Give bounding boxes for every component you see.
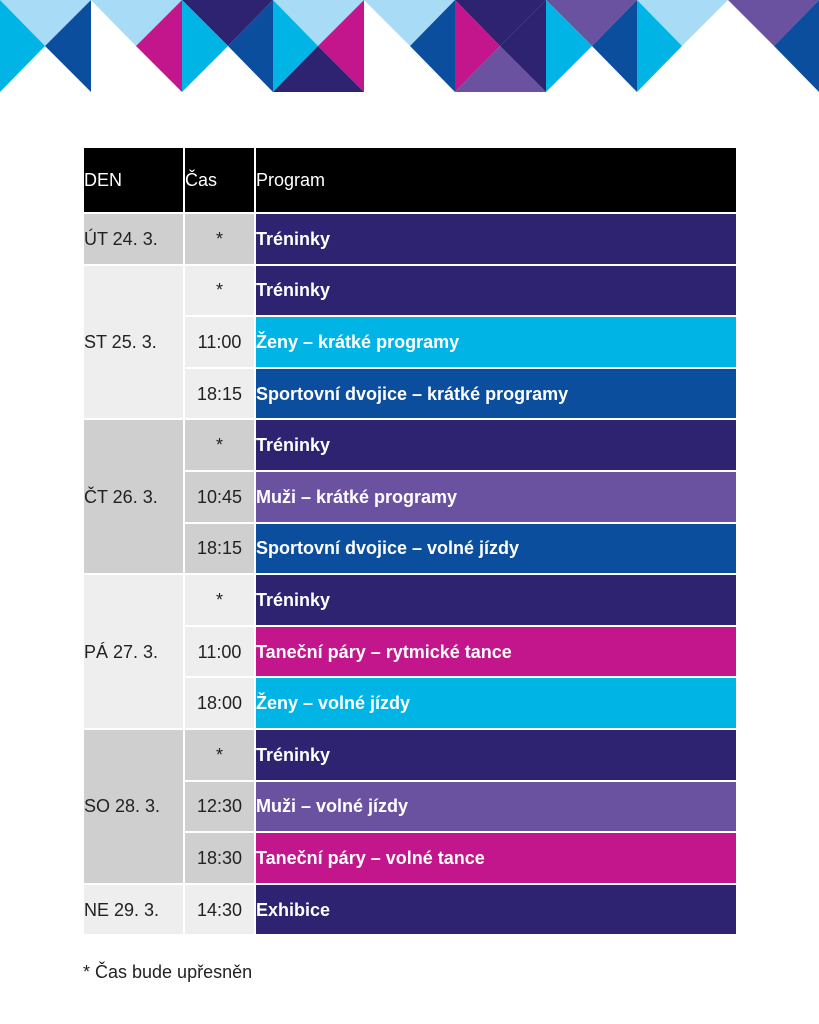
day-cell: NE 29. 3. — [84, 885, 183, 935]
program-cell: Ženy – volné jízdy — [256, 678, 736, 728]
table-row — [84, 214, 736, 264]
table-row — [84, 885, 736, 935]
table-row — [84, 266, 736, 316]
time-cell: * — [185, 266, 254, 316]
program-cell: Sportovní dvojice – krátké programy — [256, 369, 736, 419]
program-cell: Tréninky — [256, 214, 736, 264]
time-cell: 18:15 — [185, 524, 254, 574]
table-header-row — [84, 148, 736, 212]
time-cell: 18:00 — [185, 678, 254, 728]
program-cell: Muži – volné jízdy — [256, 782, 736, 832]
header-time: Čas — [185, 148, 254, 212]
schedule-body — [84, 214, 736, 934]
day-cell: ST 25. 3. — [84, 266, 183, 419]
time-cell: 14:30 — [185, 885, 254, 935]
header-day: DEN — [84, 148, 183, 212]
program-cell: Ženy – krátké programy — [256, 317, 736, 367]
program-cell: Sportovní dvojice – volné jízdy — [256, 524, 736, 574]
program-cell: Tréninky — [256, 730, 736, 780]
time-cell: * — [185, 730, 254, 780]
program-cell: Tréninky — [256, 420, 736, 470]
time-cell: 10:45 — [185, 472, 254, 522]
table-row — [84, 730, 736, 780]
time-cell: * — [185, 575, 254, 625]
day-cell: SO 28. 3. — [84, 730, 183, 883]
time-cell: 11:00 — [185, 627, 254, 677]
table-row — [84, 420, 736, 470]
decorative-triangle-banner — [0, 0, 819, 92]
header-program: Program — [256, 148, 736, 212]
footnote: * Čas bude upřesněn — [83, 962, 253, 982]
time-cell: * — [185, 420, 254, 470]
time-cell: 11:00 — [185, 317, 254, 367]
program-cell: Taneční páry – rytmické tance — [256, 627, 736, 677]
time-cell: 18:30 — [185, 833, 254, 883]
time-cell: 18:15 — [185, 369, 254, 419]
day-cell: ČT 26. 3. — [84, 420, 183, 573]
program-cell: Exhibice — [256, 885, 736, 935]
program-cell: Muži – krátké programy — [256, 472, 736, 522]
day-cell: PÁ 27. 3. — [84, 575, 183, 728]
time-cell: * — [185, 214, 254, 264]
time-cell: 12:30 — [185, 782, 254, 832]
program-cell: Taneční páry – volné tance — [256, 833, 736, 883]
schedule-table — [82, 146, 738, 936]
day-cell: ÚT 24. 3. — [84, 214, 183, 264]
program-cell: Tréninky — [256, 575, 736, 625]
program-cell: Tréninky — [256, 266, 736, 316]
table-row — [84, 575, 736, 625]
